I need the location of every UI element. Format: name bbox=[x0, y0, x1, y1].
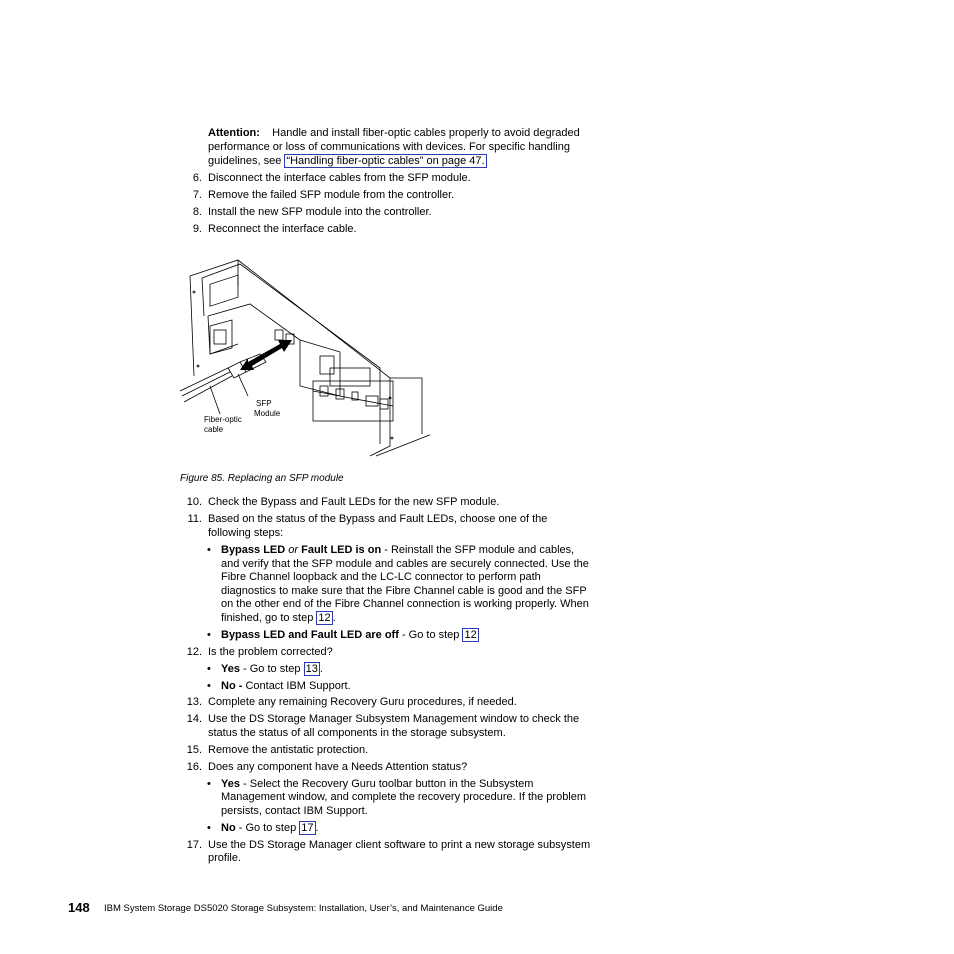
yes-text: - Select the Recovery Guru toolbar button in the Subsystem bbox=[243, 778, 534, 790]
yes-bold: Yes bbox=[221, 663, 240, 675]
step-11-bullet-1-line-3: Fibre Channel loopback and the LC-LC connector to perform path bbox=[221, 571, 541, 583]
step-11-line-2: following steps: bbox=[208, 527, 284, 539]
step-11-bullet-1-line-5: on the other end of the Fibre Channel connection is working properly. When bbox=[221, 598, 589, 610]
bypass-led-bold: Bypass LED bbox=[221, 544, 286, 556]
sfp-label-1: SFP bbox=[256, 399, 272, 408]
period: . bbox=[319, 663, 323, 675]
step-14-line-1: Use the DS Storage Manager Subsystem Management window to check the bbox=[208, 713, 580, 725]
no-text: - Go to step bbox=[238, 822, 297, 834]
fault-led-bold: Fault LED is on bbox=[301, 544, 382, 556]
no-bold: No bbox=[221, 822, 236, 834]
step-16-no bbox=[221, 822, 319, 836]
no-bold: No - bbox=[221, 680, 243, 692]
step-16-yes-line-1 bbox=[221, 778, 533, 792]
step-11-bullet-1-line-2: and verify that the SFP module and cables are securely connected. Use the bbox=[221, 558, 589, 570]
step-11-line-1: Based on the status of the Bypass and Fault LEDs, choose one of the bbox=[208, 513, 548, 525]
step-12-yes bbox=[221, 663, 323, 677]
step-12-text: Is the problem corrected? bbox=[208, 646, 333, 658]
no-text: Contact IBM Support. bbox=[245, 680, 351, 692]
bullet-1-rest: - Reinstall the SFP module and cables, bbox=[384, 544, 575, 556]
step-11-bullet-1-line-4: diagnostics to make sure that the Fibre Channel cable is good and the SFP bbox=[221, 585, 587, 597]
step-11-bullet-1-line-6 bbox=[221, 612, 336, 626]
step-13-number: 13. bbox=[186, 696, 202, 708]
bullet-4: • bbox=[207, 680, 211, 692]
attention-text-3: guidelines, see bbox=[208, 155, 282, 167]
bullet-2-text: - Go to step bbox=[401, 629, 460, 641]
figure-caption: Figure 85. Replacing an SFP module bbox=[180, 473, 344, 484]
attention-line-3 bbox=[208, 155, 487, 169]
sfp-illustration bbox=[180, 256, 430, 466]
step-9-number: 9. bbox=[192, 223, 202, 235]
step-15-text: Remove the antistatic protection. bbox=[208, 744, 369, 756]
step-13-text: Complete any remaining Recovery Guru procedures, if needed. bbox=[208, 696, 517, 708]
bullet-5: • bbox=[207, 778, 211, 790]
step-17-line-2: profile. bbox=[208, 852, 242, 864]
step-12-no bbox=[221, 680, 351, 694]
step-16-yes-line-3: persists, contact IBM Support. bbox=[221, 805, 368, 817]
step-8-text: Install the new SFP module into the controller. bbox=[208, 206, 432, 218]
step-15-number: 15. bbox=[186, 744, 202, 756]
step-11-number: 11. bbox=[187, 513, 202, 525]
bullet-6: • bbox=[207, 822, 211, 834]
period: . bbox=[332, 612, 336, 624]
yes-bold: Yes bbox=[221, 778, 240, 790]
step-16-number: 16. bbox=[186, 761, 202, 773]
step-16-yes-line-2: Management window, and complete the recovery procedure. If the problem bbox=[221, 791, 587, 803]
step-12-link-a[interactable]: 12 bbox=[318, 612, 331, 624]
sfp-label-2: Module bbox=[254, 409, 281, 418]
period: . bbox=[315, 822, 319, 834]
finished-text: finished, go to step bbox=[221, 612, 314, 624]
cable-label-2: cable bbox=[204, 425, 224, 434]
attention-line-2: performance or loss of communications with devices. For specific handling bbox=[208, 141, 570, 153]
step-6-number: 6. bbox=[192, 172, 202, 184]
step-14-line-2: status the status of all components in the storage subsystem. bbox=[208, 727, 506, 739]
step-14-number: 14. bbox=[186, 713, 202, 725]
yes-text: - Go to step bbox=[243, 663, 301, 675]
step-17-link[interactable]: 17 bbox=[301, 822, 314, 834]
attention-label: Attention: bbox=[208, 127, 260, 139]
bullet-2: • bbox=[207, 629, 211, 641]
step-11-bullet-2 bbox=[221, 629, 479, 643]
bullet-1: • bbox=[207, 544, 211, 556]
or-italic: or bbox=[288, 544, 299, 556]
step-7-text: Remove the failed SFP module from the controller. bbox=[208, 189, 455, 201]
step-10-text: Check the Bypass and Fault LEDs for the new SFP module. bbox=[208, 496, 500, 508]
sfp-replacement-figure bbox=[180, 256, 430, 466]
step-11-bullet-1-line-1 bbox=[221, 544, 574, 558]
bullet-3: • bbox=[207, 663, 211, 675]
step-17-line-1: Use the DS Storage Manager client software to print a new storage subsystem bbox=[208, 839, 591, 851]
page-number: 148 bbox=[68, 900, 90, 915]
step-9-text: Reconnect the interface cable. bbox=[208, 223, 357, 235]
attention-text-1: Handle and install fiber-optic cables properly to avoid degraded bbox=[272, 127, 580, 139]
step-10-number: 10. bbox=[186, 496, 202, 508]
step-16-text: Does any component have a Needs Attention status? bbox=[208, 761, 468, 773]
bypass-off-bold: Bypass LED and Fault LED are off bbox=[221, 629, 399, 641]
cable-label-1: Fiber-optic bbox=[204, 415, 242, 424]
step-13-link[interactable]: 13 bbox=[305, 663, 318, 675]
step-12-number: 12. bbox=[186, 646, 202, 658]
step-12-link-b[interactable]: 12 bbox=[464, 629, 477, 641]
step-6-text: Disconnect the interface cables from the SFP module. bbox=[208, 172, 471, 184]
footer-title: IBM System Storage DS5020 Storage Subsystem: Installation, User’s, and Maintenance Guide bbox=[104, 903, 503, 914]
step-7-number: 7. bbox=[192, 189, 202, 201]
attention-line-1 bbox=[208, 127, 580, 141]
step-17-number: 17. bbox=[186, 839, 202, 851]
step-8-number: 8. bbox=[192, 206, 202, 218]
handling-fiber-link[interactable]: “Handling fiber-optic cables” on page 47. bbox=[286, 155, 485, 167]
